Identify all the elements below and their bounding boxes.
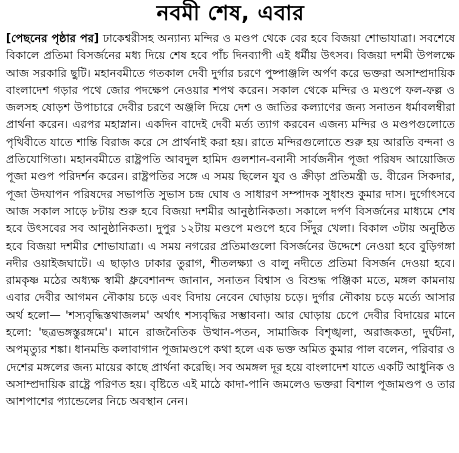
article-body-text: ঢাকেশ্বরীসহ অন্যান্য মন্দির ও মণ্ডপ থেকে বের হবে বিজয়া শোভাযাত্রা। সবশেষে বিকালে প্রতিমা বিসর্জনের মধ্য দিয়ে শেষ হবে পাঁচ দিনব্যাপী এই ধর্মীয় উৎসব। বিজয়া দশমী উপলক্ষে আজ সরকারি ছুটি। মহানবমীতে গতকাল দেবী দুর্গার চরণে পুষ্পাঞ্জলি অর্পণ করে ভক্তরা অসাম্প্রদায়িক বাংলাদেশ গড়ার পথে জোর পদক্ষেপ নেওয়ার শপথ করেন। সকাল থেকে মন্দির ও মণ্ডপে ফল-ফল্ল ও জলসহ ষোড়শ উপাচারে দেবীর চরণে অঞ্জলি দিয়ে দেশ ও জাতির কল্যাণের জন্য সনাতন ধর্মাবলম্বীরা প্রার্থনা করেন। এরপর মহাস্নান। একদিন বাদেই দেবী মর্ত্য ত্যাগ করবেন এজন্য মন্দির ও মণ্ডপগুলোতে পৃথিবীতে যাতে শান্তি বিরাজ করে সে প্রার্থনাই করা হয়। রাতে মন্দিরগুলোতে শুরু হয় আরতি বন্দনা ও প্রতিযোগিতা। মহানবমীতে রাষ্ট্রপতি আবদুল হামিদ গুলশান-বনানী সার্বজনীন পূজা পরিষদ আয়োজিত পূজা মণ্ডপ পরিদর্শন করেন। রাষ্ট্রপতির সঙ্গে এ সময় ছিলেন যুব ও ক্রীড়া প্রতিমন্ত্রী ড. বীরেন সিকদার, পূজা উদযাপন পরিষদের সভাপতি সুভাস চন্দ্র ঘোষ ও সাধারণ সম্পাদক সুধাংশু কুমার দাস। দুর্গোৎসবে আজ সকাল সাড়ে ৮টায় শুরু হবে বিজয়া দশমীর আনুষ্ঠানিকতা। সকালে দর্পণ বিসর্জনের মাধ্যমে শেষ হবে উৎসবের সব আনুষ্ঠানিকতা। দুপুর ১২টায় মণ্ডপে মণ্ডপে হবে সিঁদুর খেলা। বিকাল ৩টায় অনুষ্ঠিত হবে বিজয়া দশমীর শোভাযাত্রা। এ সময় নগরের প্রতিমাগুলো বিসর্জনের উদ্দেশে নেওয়া হবে বুড়িগঙ্গা নদীর ওয়াইজঘাটে। এ ছাড়াও ঢাকার তুরাগ, শীতলক্ষ্যা ও বালু নদীতে প্রতিমা বিসর্জন দেওয়া হবে। রামকৃষ্ণ মঠের অধ্যক্ষ স্বামী ধ্রুবেশানন্দ জানান, সনাতন বিশ্বাস ও বিশুদ্ধ পঞ্জিকা মতে, মঙ্গল কামনায় এবার দেবীর আগমন নৌকায় চড়ে এবং বিদায় নেবেন ঘোড়ায় চড়ে। দুর্গার নৌকায় চড়ে মর্ত্যে আসার অর্থ হলো— 'শস্যবৃদ্ধিস্তথাজলম' অর্থাৎ শস্যবৃদ্ধির সম্ভাবনা। আর ঘোড়ায় চেপে দেবীর বিদায়ের মানে হলো: 'ছত্রভঙ্গস্তুরঙ্গমে'। মানে রাজনৈতিক উত্থান-পতন, সামাজিক বিশৃঙ্খলা, অরাজকতা, দুর্ঘটনা, অপমৃত্যুর শঙ্কা। ধানমন্ডি কলাবাগান পূজামণ্ডপে কথা হলে এক ভক্ত অমিত কুমার পাল বলেন, পরিবার ও দেশের মঙ্গলের জন্য মায়ের কাছে প্রার্থনা করেছি। সব অমঙ্গল দূর হয়ে বাংলাদেশ যাতে একটি আধুনিক ও অসাম্প্রদায়িক রাষ্ট্রে পরিণত হয়। বৃষ্টিতে এই মাঠে কাদা-পানি জমলেও ভক্তরা বিশাল পূজামণ্ডপ ও তার আশপাশের প্যান্ডেলের নিচে অবস্থান নেন। [6, 32, 455, 409]
continued-from-back-page-tag: [পেছনের পৃষ্ঠার পর] [6, 32, 99, 45]
article-headline: নবমী শেষ, এবার [156, 1, 305, 25]
article-body [6, 30, 455, 411]
